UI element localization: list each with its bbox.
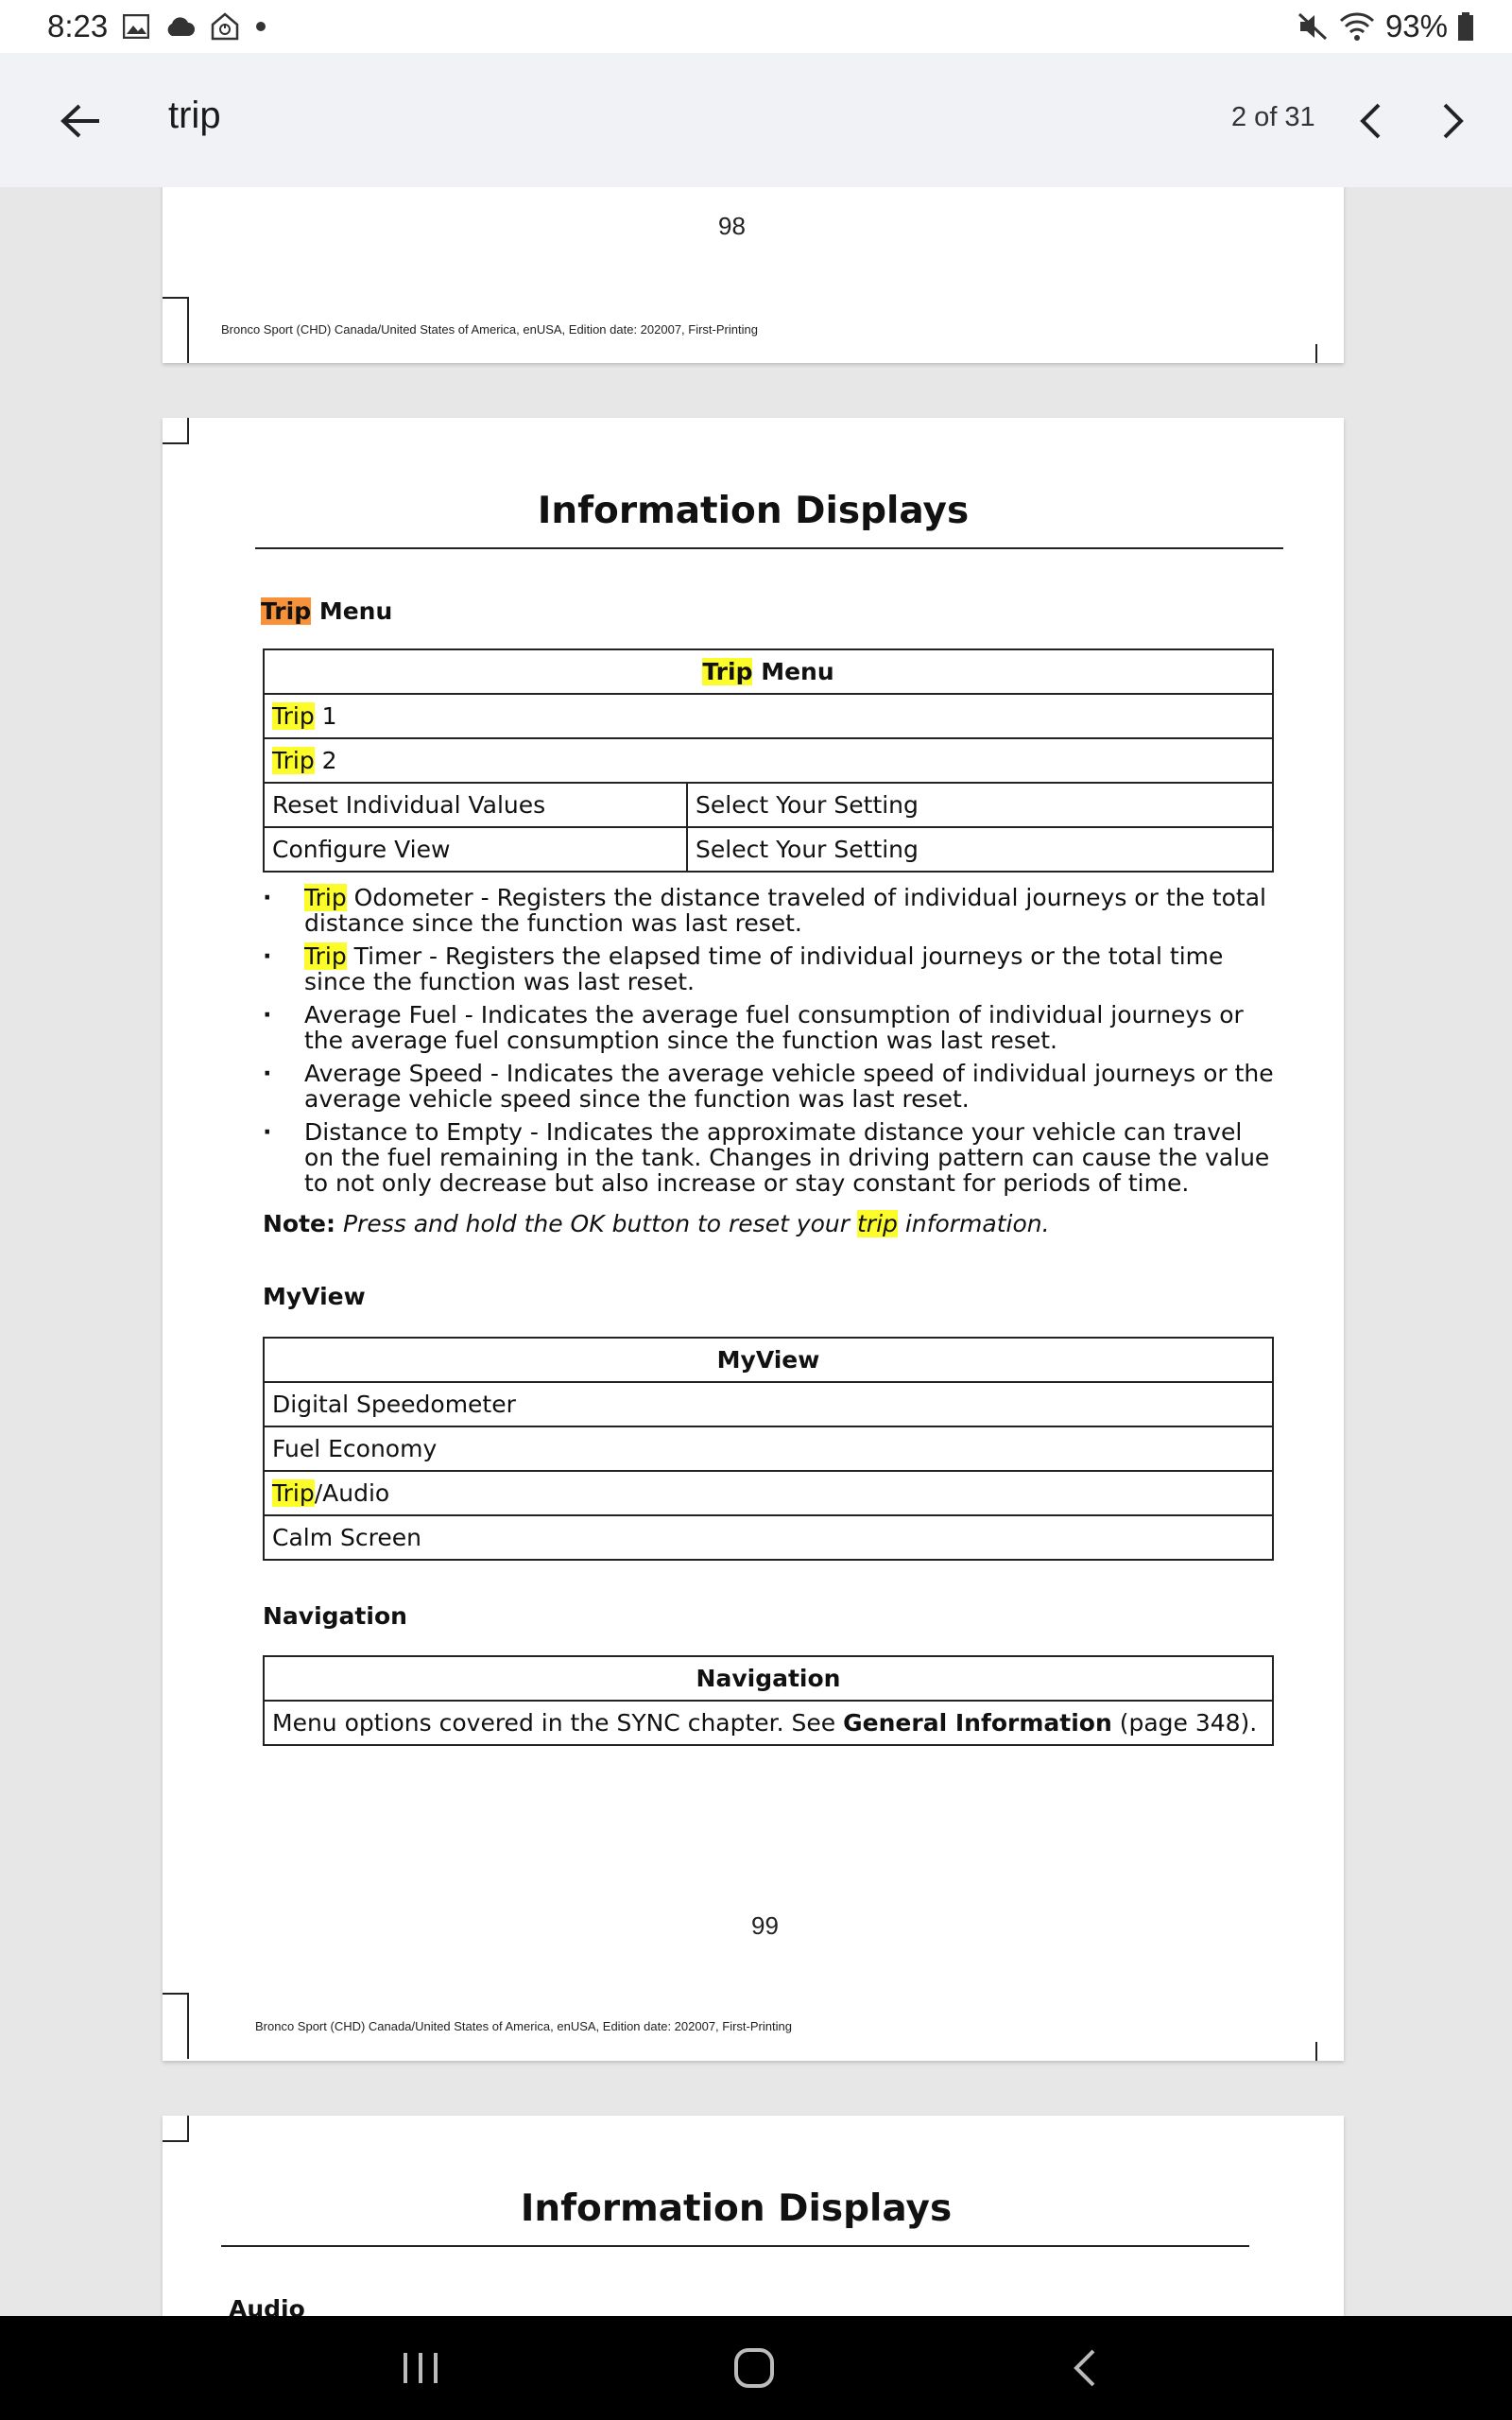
page-footer: Bronco Sport (CHD) Canada/United States of America, enUSA, Edition date: 202007, First-Printing (255, 2019, 792, 2033)
status-time: 8:23 (47, 9, 109, 43)
list-item-text: Timer - Registers the elapsed time of individual journeys or the total time since the function was last reset. (304, 942, 1224, 995)
chapter-title: Information Displays (537, 490, 970, 532)
table-cell: Select Your Setting (687, 827, 1273, 872)
list-item (263, 1061, 1274, 1112)
search-highlight: Trip (304, 884, 347, 911)
dot-icon (255, 21, 266, 32)
section-heading-audio: Audio (229, 2295, 305, 2316)
crop-mark (163, 1993, 189, 2059)
match-count: 2 of 31 (1231, 102, 1315, 132)
section-heading-myview: MyView (263, 1283, 366, 1310)
page-number: 99 (751, 1911, 779, 1940)
note-label: Note: (263, 1210, 336, 1237)
search-highlight: Trip (272, 702, 315, 730)
arrow-left-icon (59, 102, 102, 140)
recent-apps-button[interactable] (378, 2330, 463, 2406)
document-page-98 (163, 187, 1344, 363)
table-header (264, 649, 1273, 694)
table-cell-text: 1 (314, 702, 337, 730)
search-highlight: Trip (272, 1479, 315, 1507)
chevron-left-icon (1356, 101, 1384, 141)
search-highlight: trip (857, 1210, 898, 1237)
crop-mark (163, 418, 189, 444)
chevron-right-icon (1439, 101, 1468, 141)
chapter-title: Information Displays (520, 2187, 953, 2230)
trip-menu-table (263, 648, 1274, 873)
table-row: Calm Screen (264, 1515, 1273, 1560)
table-row (264, 827, 1273, 872)
system-back-button[interactable] (1042, 2330, 1127, 2406)
table-cell: Select Your Setting (687, 783, 1273, 827)
table-header: MyView (264, 1338, 1273, 1382)
document-viewport[interactable] (0, 187, 1512, 2316)
status-bar (0, 0, 1512, 53)
list-item-text: Average Fuel - Indicates the average fuel consumption of individual journeys or the average fuel consumption since the function was last reset. (304, 1001, 1244, 1054)
list-item-text: Odometer - Registers the distance traveled of individual journeys or the total distance since the function was last reset. (304, 884, 1266, 937)
table-row (264, 1471, 1273, 1515)
battery-percent: 93% (1384, 9, 1448, 43)
navigation-table (263, 1655, 1274, 1746)
page-footer: Bronco Sport (CHD) Canada/United States of America, enUSA, Edition date: 202007, First-Printing (221, 322, 758, 337)
table-row: Fuel Economy (264, 1426, 1273, 1471)
mute-icon (1297, 11, 1329, 42)
myview-table (263, 1337, 1274, 1561)
search-highlight: Trip (272, 747, 315, 774)
section-heading-navigation: Navigation (263, 1602, 407, 1630)
page-number: 98 (718, 212, 746, 240)
crop-mark (163, 297, 189, 363)
next-match-button[interactable] (1425, 91, 1482, 151)
table-cell-text: Menu options covered in the SYNC chapter. See (272, 1709, 844, 1737)
table-header: Navigation (264, 1656, 1273, 1701)
smart-home-icon (210, 12, 240, 41)
gallery-icon (123, 14, 149, 39)
crop-mark (1315, 344, 1317, 363)
document-page-100 (163, 2116, 1344, 2316)
title-divider (221, 2245, 1249, 2247)
note (263, 1210, 1050, 1237)
search-highlight: Trip (702, 658, 753, 685)
trip-bullet-list (263, 885, 1274, 1203)
table-cell: Reset Individual Values (264, 783, 687, 827)
title-divider (255, 547, 1283, 549)
battery-icon (1457, 11, 1474, 42)
recent-apps-icon (400, 2351, 441, 2385)
table-row (264, 1701, 1273, 1745)
table-row (264, 694, 1273, 738)
previous-match-button[interactable] (1342, 91, 1399, 151)
section-heading-trip-menu (261, 597, 392, 625)
wifi-icon (1338, 11, 1376, 42)
table-cell: Configure View (264, 827, 687, 872)
list-item (263, 1119, 1274, 1196)
note-body (343, 1210, 1050, 1237)
cloud-icon (164, 16, 195, 37)
find-bar (0, 53, 1512, 187)
search-highlight-current: Trip (261, 597, 312, 625)
crop-mark (163, 2116, 189, 2142)
home-button[interactable] (712, 2330, 797, 2406)
table-cell-text: (page 348). (1111, 1709, 1258, 1737)
back-icon (1071, 2347, 1099, 2389)
list-item-text: Average Speed - Indicates the average vehicle speed of individual journeys or the average vehicle speed since the function was last reset. (304, 1060, 1274, 1113)
document-page-99 (163, 418, 1344, 2061)
list-item (263, 1002, 1274, 1053)
table-cell-text: /Audio (314, 1479, 390, 1507)
list-item (263, 943, 1274, 994)
table-row (264, 783, 1273, 827)
section-heading-text: Menu (311, 597, 393, 625)
note-text: information. (897, 1210, 1050, 1237)
list-item (263, 885, 1274, 936)
table-row: Digital Speedometer (264, 1382, 1273, 1426)
back-button[interactable] (52, 93, 109, 149)
search-highlight: Trip (304, 942, 347, 970)
search-query[interactable]: trip (168, 95, 221, 136)
crop-mark (1315, 2042, 1317, 2061)
table-row (264, 738, 1273, 783)
table-cell-text: 2 (314, 747, 337, 774)
cross-reference-link[interactable]: General Information (843, 1709, 1112, 1737)
home-icon (731, 2345, 777, 2391)
system-navigation-bar (0, 2316, 1512, 2420)
list-item-text: Distance to Empty - Indicates the approximate distance your vehicle can travel on the fuel remaining in the tank. Changes in driving pattern can cause the value to not only decrease but also increase or stay constant for periods of time. (304, 1118, 1270, 1197)
table-header-text: Menu (752, 658, 834, 685)
note-text: Press and hold the OK button to reset your (342, 1210, 857, 1237)
